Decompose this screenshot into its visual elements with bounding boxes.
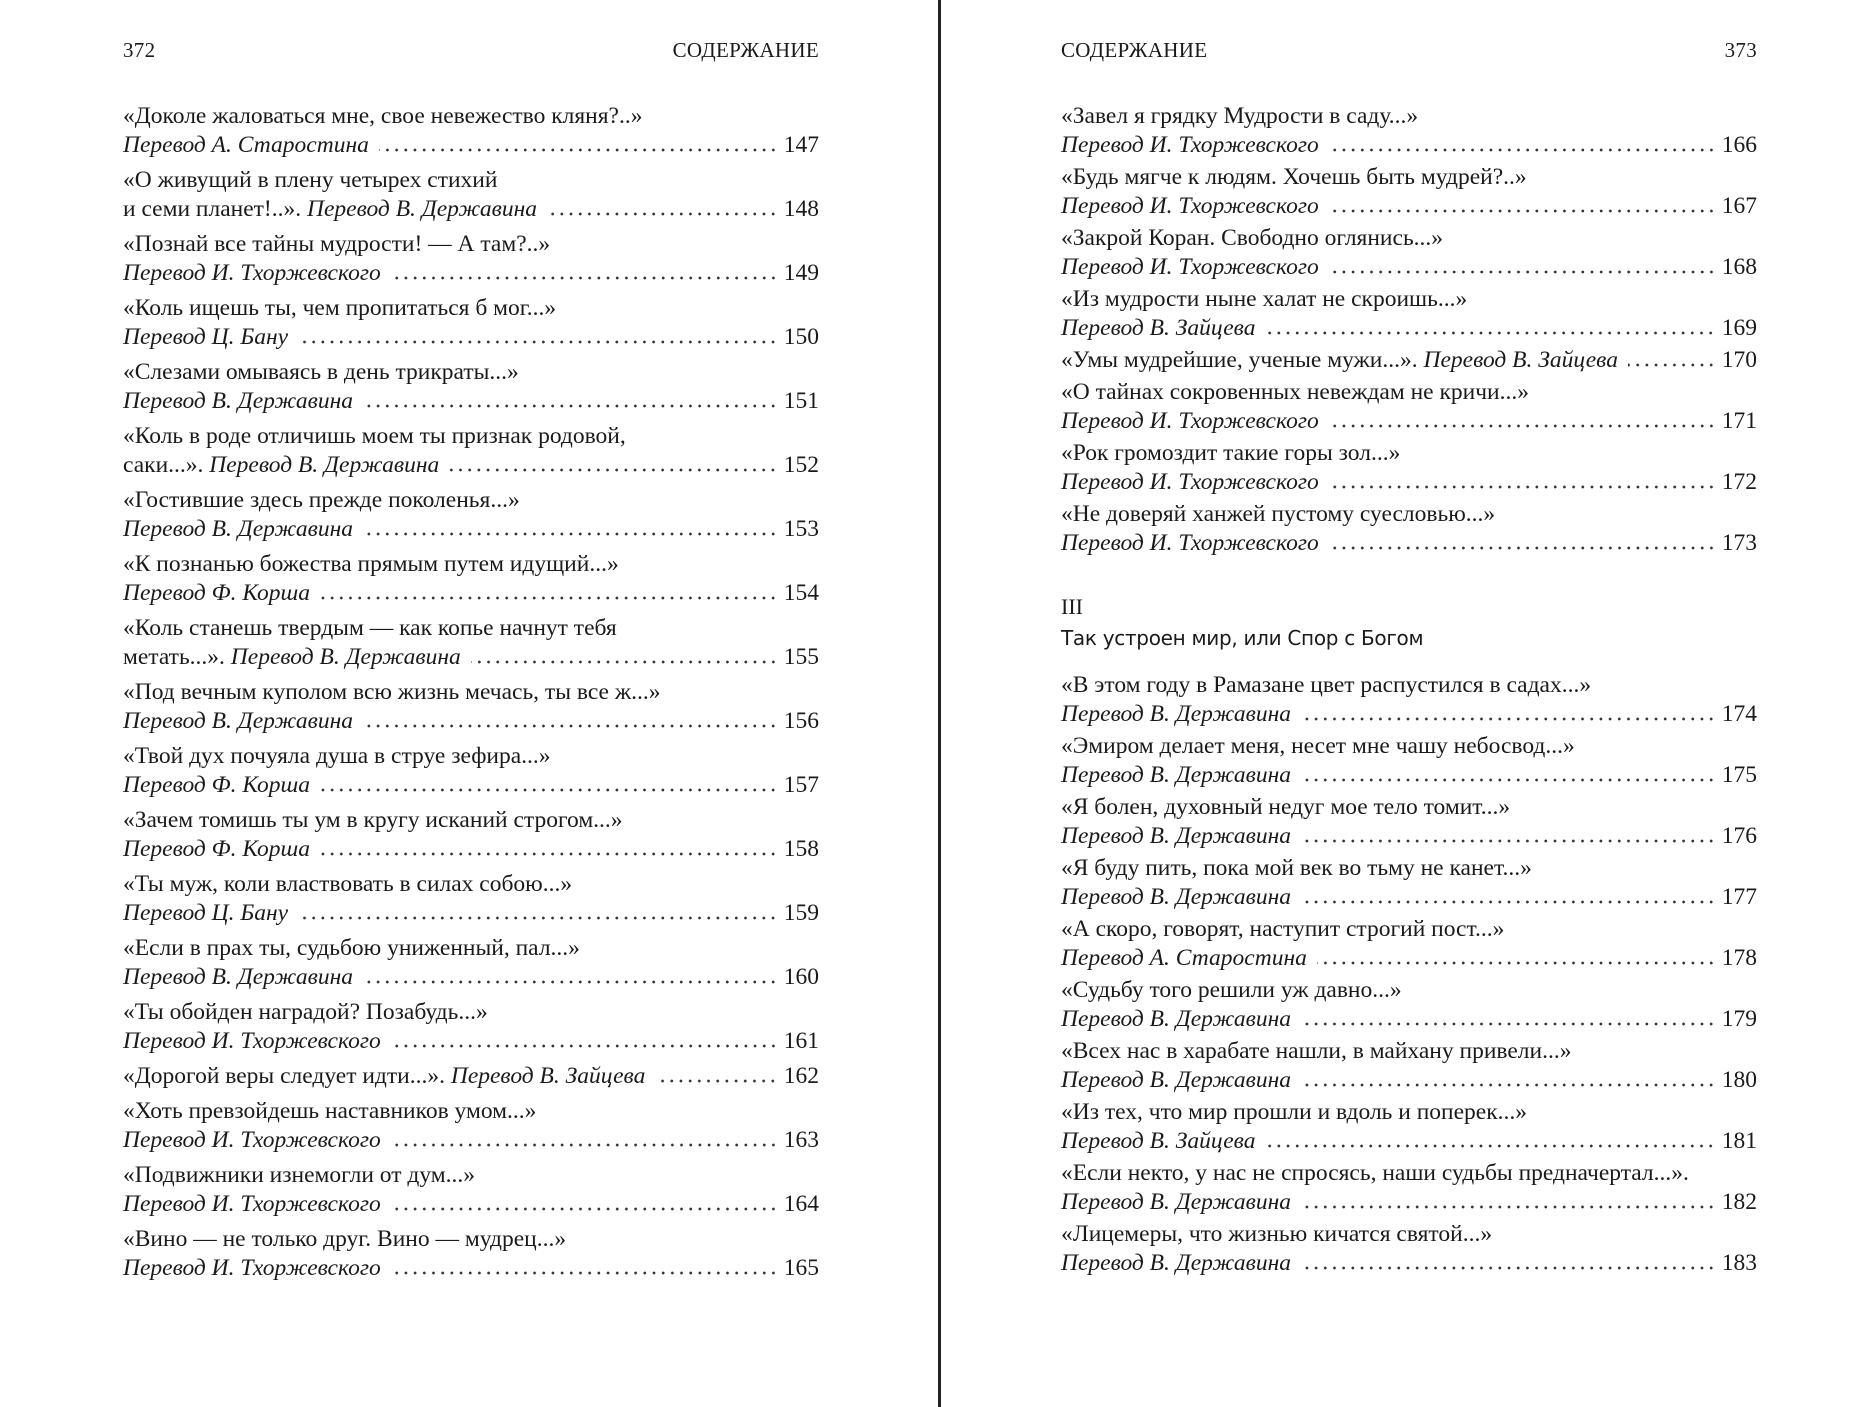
toc-entry [1061, 793, 1757, 851]
dot-leader [320, 772, 778, 792]
entry-title: «Завел я грядку Мудрости в саду...» [1061, 103, 1419, 129]
entry-title: «Коль ищешь ты, чем пропитаться б мог...» [123, 295, 557, 321]
toc-entry [123, 742, 819, 800]
entry-page-number: 162 [783, 1063, 819, 1089]
entry-page-number: 174 [1721, 701, 1757, 727]
dot-leader [363, 964, 778, 984]
entry-title: «Ты обойден наградой? Позабудь...» [123, 999, 488, 1025]
entry-title: «Если некто, у нас не спросясь, наши судьбы предначертал...». [1061, 1160, 1689, 1186]
dot-leader [391, 1127, 778, 1147]
entry-leader-line [1061, 1127, 1757, 1156]
dot-leader [1329, 408, 1716, 428]
entry-leader-line [123, 131, 819, 160]
entry-title: «Коль станешь твердым — как копье начнут тебя [123, 615, 617, 641]
entry-page-number: 157 [783, 772, 819, 798]
entry-leader-line [1061, 407, 1757, 436]
toc-entry [123, 486, 819, 544]
entry-translator: Перевод Ц. Бану [123, 324, 289, 350]
entry-leader-line [1061, 822, 1757, 851]
entry-title: «Я болен, духовный недуг мое тело томит...» [1061, 794, 1511, 820]
toc-entry [123, 806, 819, 864]
entry-translator: Перевод И. Тхоржевского [123, 260, 381, 286]
entry-title: «Под вечным куполом всю жизнь мечась, ты все ж...» [123, 679, 661, 705]
entry-translator: Перевод Ф. Корша [123, 836, 311, 862]
entry-leader-line [1061, 1005, 1757, 1034]
entry-translator: Перевод И. Тхоржевского [1061, 469, 1319, 495]
entry-page-number: 182 [1721, 1189, 1757, 1215]
dot-leader [1301, 762, 1716, 782]
entry-leader-line [1061, 761, 1757, 790]
entry-page-number: 152 [783, 452, 819, 478]
toc-entry [1061, 163, 1757, 221]
toc-entry [123, 1161, 819, 1219]
entry-title-continuation: и семи планет!..». [123, 196, 308, 222]
entry-page-number: 180 [1721, 1067, 1757, 1093]
toc-entry [1061, 102, 1757, 160]
dot-leader [1301, 1189, 1716, 1209]
entry-translator: Перевод В. Зайцева [450, 1063, 646, 1089]
entry-title: «Зачем томишь ты ум в кругу исканий строгом...» [123, 807, 623, 833]
entry-translator: Перевод В. Державина [123, 388, 353, 414]
toc-entry [1061, 915, 1757, 973]
toc-entry [1061, 224, 1757, 282]
entry-translator: Перевод И. Тхоржевского [123, 1028, 381, 1054]
entry-translator: Перевод В. Державина [1061, 1250, 1291, 1276]
toc-list [1061, 671, 1757, 1281]
dot-leader [1301, 1067, 1716, 1087]
entry-title: «Хоть превзойдешь наставников умом...» [123, 1098, 537, 1124]
entry-translator: Перевод В. Державина [1061, 701, 1291, 727]
entry-leader-line [1061, 1188, 1757, 1217]
toc-entry [1061, 378, 1757, 436]
entry-translator: Перевод И. Тхоржевского [123, 1127, 381, 1153]
dot-leader [363, 388, 778, 408]
entry-page-number: 169 [1721, 315, 1757, 341]
entry-leader-line [123, 963, 819, 992]
entry-leader-line [1061, 192, 1757, 221]
toc-entry [123, 934, 819, 992]
entry-leader-line [123, 899, 819, 928]
entry-translator: Перевод И. Тхоржевского [1061, 530, 1319, 556]
entry-leader-line [1061, 883, 1757, 912]
entry-page-number: 158 [783, 836, 819, 862]
entry-translator: Перевод И. Тхоржевского [1061, 132, 1319, 158]
entry-leader-line [123, 1254, 819, 1283]
entry-leader-line [1061, 468, 1757, 497]
toc-entry [1061, 346, 1757, 375]
dot-leader [391, 1255, 778, 1275]
dot-leader [1329, 193, 1716, 213]
toc-list [1061, 102, 1757, 561]
entry-title: «Гостившие здесь прежде поколенья...» [123, 487, 520, 513]
entry-translator: Перевод В. Державина [230, 644, 461, 670]
entry-page-number: 147 [783, 132, 819, 158]
entry-translator: Перевод В. Державина [123, 964, 353, 990]
entry-title: «О тайнах сокровенных невеждам не кричи...» [1061, 379, 1530, 405]
section-title: Так устроен мир, или Спор с Богом [1061, 626, 1424, 650]
toc-entry [1061, 1159, 1757, 1217]
entry-page-number: 161 [783, 1028, 819, 1054]
entry-title: «А скоро, говорят, наступит строгий пост...» [1061, 916, 1505, 942]
toc-entry [1061, 732, 1757, 790]
entry-translator: Перевод Ц. Бану [123, 900, 289, 926]
entry-page-number: 183 [1721, 1250, 1757, 1276]
entry-title: «Не доверяй ханжей пустому суесловью...» [1061, 501, 1496, 527]
entry-page-number: 163 [783, 1127, 819, 1153]
entry-translator: Перевод Ф. Корша [123, 580, 311, 606]
entry-translator: Перевод А. Старостина [123, 132, 369, 158]
entry-title: «Подвижники изнемогли от дум...» [123, 1162, 476, 1188]
entry-translator: Перевод В. Державина [1061, 884, 1291, 910]
toc-entry [123, 998, 819, 1056]
entry-leader-line [1061, 1066, 1757, 1095]
entry-title: «Коль в роде отличишь моем ты признак родовой, [123, 423, 626, 449]
entry-leader-line [123, 579, 819, 608]
entry-page-number: 176 [1721, 823, 1757, 849]
entry-title: «Будь мягче к людям. Хочешь быть мудрей?..» [1061, 164, 1527, 190]
entry-title: «Всех нас в харабате нашли, в майхану привели...» [1061, 1038, 1572, 1064]
toc-entry [1061, 439, 1757, 497]
dot-leader [547, 196, 778, 216]
dot-leader [1301, 884, 1716, 904]
entry-page-number: 150 [783, 324, 819, 350]
entry-translator: Перевод В. Державина [1061, 1006, 1291, 1032]
dot-leader [655, 1063, 777, 1083]
entry-page-number: 179 [1721, 1006, 1757, 1032]
entry-page-number: 155 [783, 644, 819, 670]
entry-title-continuation: метать...». [123, 644, 231, 670]
entry-page-number: 170 [1721, 347, 1757, 373]
dot-leader [1301, 1006, 1716, 1026]
entry-leader-line [123, 323, 819, 352]
entry-title: «Я буду пить, пока мой век во тьму не канет...» [1061, 855, 1532, 881]
entry-translator: Перевод В. Державина [123, 708, 353, 734]
entry-translator: Перевод И. Тхоржевского [1061, 408, 1319, 434]
entry-translator: Перевод В. Державина [209, 452, 440, 478]
entry-translator: Перевод В. Зайцева [1061, 1128, 1256, 1154]
toc-entry [123, 422, 819, 480]
entry-leader-line [123, 451, 819, 480]
section-heading [1061, 592, 1423, 654]
entry-title: «Если в прах ты, судьбою униженный, пал...» [123, 935, 580, 961]
entry-title: «Рок громоздит такие горы зол...» [1061, 440, 1401, 466]
dot-leader [1329, 254, 1716, 274]
entry-page-number: 175 [1721, 762, 1757, 788]
toc-entry [1061, 1220, 1757, 1278]
toc-entry [123, 358, 819, 416]
entry-leader-line [1061, 253, 1757, 282]
dot-leader [363, 708, 778, 728]
entry-leader-line [123, 387, 819, 416]
entry-page-number: 159 [783, 900, 819, 926]
toc-entry [123, 1225, 819, 1283]
toc-entry [1061, 1037, 1757, 1095]
page-number: 372 [123, 38, 156, 62]
entry-title: «Судьбу того решили уж давно...» [1061, 977, 1402, 1003]
running-header [123, 38, 819, 68]
entry-translator: Перевод В. Зайцева [1061, 315, 1256, 341]
entry-translator: Перевод И. Тхоржевского [123, 1255, 381, 1281]
toc-entry [123, 166, 819, 224]
toc-entry [1061, 1098, 1757, 1156]
entry-page-number: 166 [1721, 132, 1757, 158]
dot-leader [298, 900, 778, 920]
entry-translator: Перевод Ф. Корша [123, 772, 311, 798]
section-number: III [1061, 594, 1083, 619]
toc-entry [123, 678, 819, 736]
page-gutter-divider [938, 0, 941, 1407]
entry-translator: Перевод В. Державина [1061, 1189, 1291, 1215]
dot-leader [1301, 823, 1716, 843]
entry-page-number: 156 [783, 708, 819, 734]
entry-leader-line [123, 835, 819, 864]
toc-entry [123, 1097, 819, 1155]
toc-list [123, 102, 819, 1289]
toc-entry [1061, 500, 1757, 558]
entry-leader-line [1061, 944, 1757, 973]
entry-translator: Перевод В. Державина [1061, 762, 1291, 788]
entry-page-number: 160 [783, 964, 819, 990]
entry-page-number: 151 [783, 388, 819, 414]
entry-title: «Лицемеры, что жизнью кичатся святой...» [1061, 1221, 1493, 1247]
entry-leader-line [123, 1027, 819, 1056]
entry-page-number: 154 [783, 580, 819, 606]
entry-title: «Вино — не только друг. Вино — мудрец...» [123, 1226, 567, 1252]
dot-leader [1265, 315, 1715, 335]
entry-page-number: 172 [1721, 469, 1757, 495]
page-number: 373 [1724, 38, 1757, 62]
toc-entry [123, 1062, 819, 1091]
entry-page-number: 165 [783, 1255, 819, 1281]
dot-leader [363, 516, 778, 536]
entry-page-number: 178 [1721, 945, 1757, 971]
entry-leader-line [1061, 131, 1757, 160]
entry-translator: Перевод В. Зайцева [1423, 347, 1618, 373]
toc-entry [123, 550, 819, 608]
dot-leader [391, 1191, 778, 1211]
dot-leader [1628, 347, 1716, 367]
dot-leader [379, 132, 778, 152]
entry-title-continuation: «Умы мудрейшие, ученые мужи...». [1061, 347, 1424, 373]
entry-title: «Слезами омываясь в день трикраты...» [123, 359, 519, 385]
toc-entry [1061, 285, 1757, 343]
entry-leader-line [123, 195, 819, 224]
entry-translator: Перевод И. Тхоржевского [1061, 254, 1319, 280]
entry-title: «Ты муж, коли властвовать в силах собою...» [123, 871, 573, 897]
entry-translator: Перевод И. Тхоржевского [1061, 193, 1319, 219]
entry-page-number: 171 [1721, 408, 1757, 434]
dot-leader [471, 644, 778, 664]
entry-leader-line [123, 515, 819, 544]
running-head-title: СОДЕРЖАНИЕ [672, 38, 819, 62]
dot-leader [1329, 132, 1716, 152]
entry-page-number: 181 [1721, 1128, 1757, 1154]
entry-page-number: 177 [1721, 884, 1757, 910]
running-header [1061, 38, 1757, 68]
entry-title: «В этом году в Рамазане цвет распустился в садах...» [1061, 672, 1592, 698]
entry-title: «Из тех, что мир прошли и вдоль и поперек...» [1061, 1099, 1528, 1125]
entry-page-number: 149 [783, 260, 819, 286]
entry-title-continuation: «Дорогой веры следует идти...». [123, 1063, 451, 1089]
dot-leader [1317, 945, 1716, 965]
dot-leader [391, 260, 778, 280]
dot-leader [391, 1028, 778, 1048]
toc-entry [123, 614, 819, 672]
toc-entry [1061, 854, 1757, 912]
entry-leader-line [1061, 1249, 1757, 1278]
entry-translator: Перевод А. Старостина [1061, 945, 1307, 971]
entry-title: «К познанью божества прямым путем идущий...» [123, 551, 619, 577]
entry-page-number: 164 [783, 1191, 819, 1217]
entry-title: «Закрой Коран. Свободно оглянись...» [1061, 225, 1444, 251]
entry-title: «Из мудрости ныне халат не скроишь...» [1061, 286, 1468, 312]
dot-leader [320, 580, 778, 600]
entry-title-continuation: саки...». [123, 452, 210, 478]
dot-leader [320, 836, 778, 856]
entry-leader-line [1061, 346, 1757, 375]
entry-page-number: 153 [783, 516, 819, 542]
entry-translator: Перевод В. Державина [1061, 1067, 1291, 1093]
dot-leader [1301, 701, 1716, 721]
entry-title: «Эмиром делает меня, несет мне чашу небосвод...» [1061, 733, 1575, 759]
entry-leader-line [1061, 700, 1757, 729]
entry-title: «Познай все тайны мудрости! — А там?..» [123, 231, 551, 257]
entry-leader-line [1061, 314, 1757, 343]
entry-page-number: 167 [1721, 193, 1757, 219]
dot-leader [1329, 530, 1716, 550]
toc-entry [123, 294, 819, 352]
entry-leader-line [123, 1190, 819, 1219]
toc-entry [1061, 671, 1757, 729]
entry-title: «Твой дух почуяла душа в струе зефира...» [123, 743, 551, 769]
entry-translator: Перевод И. Тхоржевского [123, 1191, 381, 1217]
entry-leader-line [123, 1126, 819, 1155]
entry-leader-line [123, 771, 819, 800]
dot-leader [1329, 469, 1716, 489]
toc-entry [1061, 976, 1757, 1034]
dot-leader [1265, 1128, 1715, 1148]
running-head-title: СОДЕРЖАНИЕ [1061, 38, 1208, 62]
entry-page-number: 173 [1721, 530, 1757, 556]
entry-leader-line [123, 259, 819, 288]
entry-leader-line [123, 643, 819, 672]
entry-page-number: 148 [783, 196, 819, 222]
toc-entry [123, 102, 819, 160]
toc-entry [123, 230, 819, 288]
toc-entry [123, 870, 819, 928]
entry-leader-line [123, 707, 819, 736]
entry-translator: Перевод В. Державина [1061, 823, 1291, 849]
entry-translator: Перевод В. Державина [123, 516, 353, 542]
entry-leader-line [1061, 529, 1757, 558]
dot-leader [1301, 1250, 1716, 1270]
entry-page-number: 168 [1721, 254, 1757, 280]
dot-leader [449, 452, 777, 472]
entry-translator: Перевод В. Державина [307, 196, 538, 222]
entry-leader-line [123, 1062, 819, 1091]
dot-leader [298, 324, 778, 344]
entry-title: «О живущий в плену четырех стихий [123, 167, 498, 193]
entry-title: «Доколе жаловаться мне, свое невежество кляня?..» [123, 103, 643, 129]
